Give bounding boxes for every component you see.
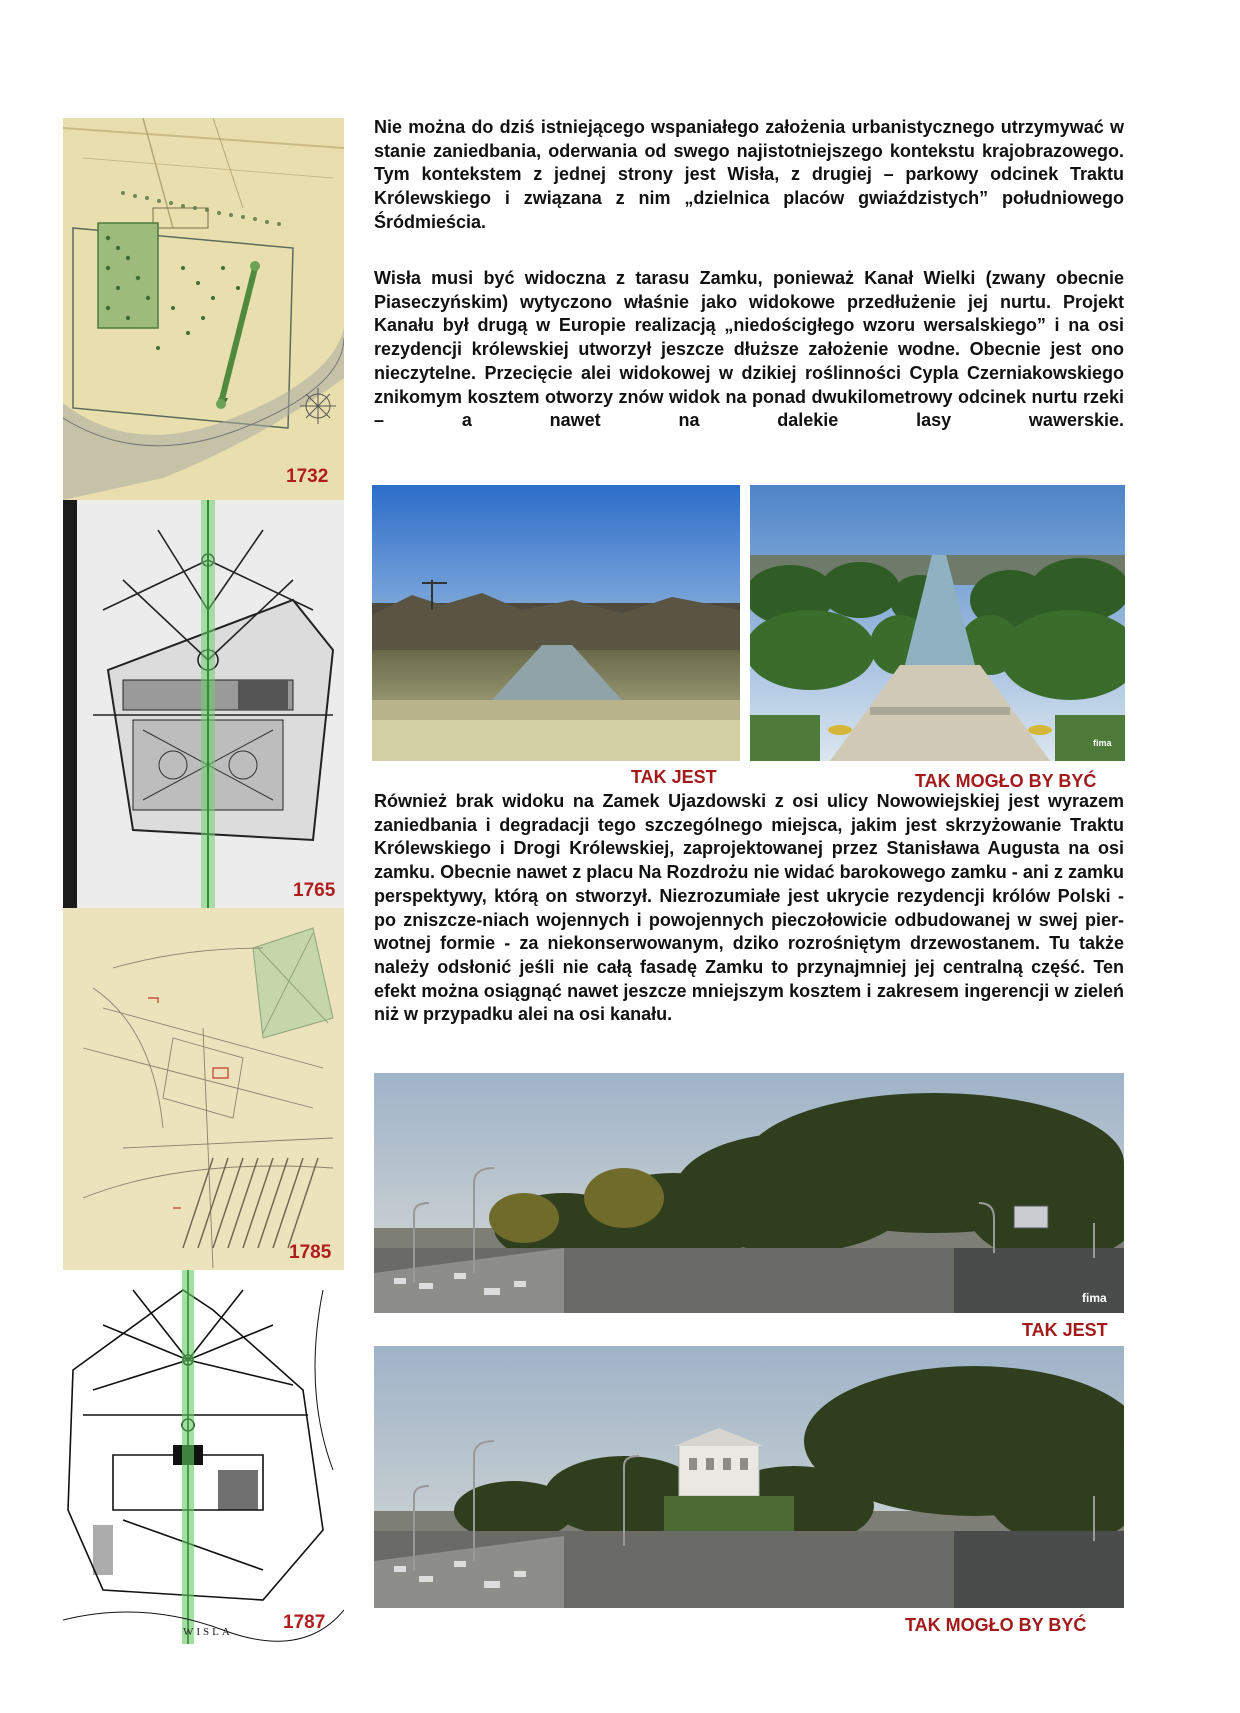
map-1765-year: 1765 bbox=[293, 880, 336, 901]
map-1787-year: 1787 bbox=[283, 1612, 326, 1633]
map-1785-year: 1785 bbox=[289, 1242, 332, 1263]
caption-tak-jest-2: TAK JEST bbox=[1022, 1320, 1108, 1340]
photo-watermark-1: fima bbox=[1093, 738, 1112, 748]
photo-canal-could-be-image bbox=[750, 485, 1125, 761]
caption-tak-moglo-2: TAK MOGŁO BY BYĆ bbox=[905, 1615, 1087, 1635]
paragraph-1: Nie można do dziś istniejącego wspaniałego założenia urbanistycznego utrzymywać w stanie zaniedbania, oderwania od swego najistotniejszego kontekstu krajobrazowego. Tym kontekstem z jednej strony jest Wisła, z drugiej – parkowy odcinek Traktu Królewskiego i związana z nim „dzielnica placów gwiaździstych” południowego Śródmieścia. bbox=[374, 117, 1124, 232]
paragraph-2: Wisła musi być widoczna z tarasu Zamku, ponieważ Kanał Wielki (zwany obecnie Piaseczyńskim) wytyczono właśnie jako widokowe przedłużenie jej nurtu. Projekt Kanału był drugą w Europie realizacją „niedościgłego wzoru wersalskiego” i na osi rezydencji królewskiej utworzył jeszcze dłuższe założenie wodne. Obecnie jest ono nieczytelne. Przecięcie alei widokowej w dzikiej roślinności Cypla Czerniakowskiego znikomym kosztem otworzy znów widok na ponad dwukilometrowy odcinek nurtu rzeki – a nawet na dalekie lasy wawerskie. bbox=[374, 268, 1124, 431]
photo-castle-now bbox=[374, 1073, 1124, 1313]
caption-tak-moglo-1: TAK MOGŁO BY BYĆ bbox=[915, 771, 1097, 791]
map-1787-drawing bbox=[63, 1270, 344, 1644]
paragraph-3: Również brak widoku na Zamek Ujazdowski z osi ulicy Nowowiejskiej jest wyrazem zaniedbania i degradacji tego szczególnego miejsca, jakim jest skrzyżowanie Traktu Królewskiego i Drogi Królewskiej, zaprojektowanej przez Stanisława Augusta na osi zamku. Obecnie nawet z placu Na Rozdrożu nie widać barokowego zamku - ani z zamku perspektywy, którą on stworzył. Niezrozumiałe jest ukrycie rezydencji królów Polski - po zniszcze-niach wojennych i powojennych pieczołowicie odbudowanej w swej pier-wotnej formie - za niekonserwowanym, dziko rozrośniętym drzewostanem. Tu także należy odsłonić jeśli nie całą fasadę Zamku to przynajmniej jej centralną część. Ten efekt można osiągnąć nawet jeszcze mniejszym kosztem i zakresem ingerencji w zieleń niż w przypadku alei na osi kanału. bbox=[374, 791, 1124, 1025]
map-1785-drawing bbox=[63, 908, 344, 1270]
map-1732 bbox=[63, 118, 344, 500]
map-1787-river-label: WISLA bbox=[183, 1626, 233, 1638]
map-1787 bbox=[63, 1270, 344, 1644]
photo-watermark-2: fima bbox=[1082, 1291, 1107, 1305]
photo-castle-now-image bbox=[374, 1073, 1124, 1313]
photo-canal-could-be bbox=[750, 485, 1125, 761]
photo-castle-could-be bbox=[374, 1346, 1124, 1608]
photo-castle-could-be-image bbox=[374, 1346, 1124, 1608]
map-1732-year: 1732 bbox=[286, 466, 329, 487]
map-1785 bbox=[63, 908, 344, 1270]
caption-tak-jest-1: TAK JEST bbox=[631, 767, 717, 787]
map-1765-drawing bbox=[63, 500, 344, 908]
photo-canal-now-image bbox=[372, 485, 740, 761]
map-1732-drawing bbox=[63, 118, 344, 500]
map-1765 bbox=[63, 500, 344, 908]
photo-canal-now bbox=[372, 485, 740, 761]
